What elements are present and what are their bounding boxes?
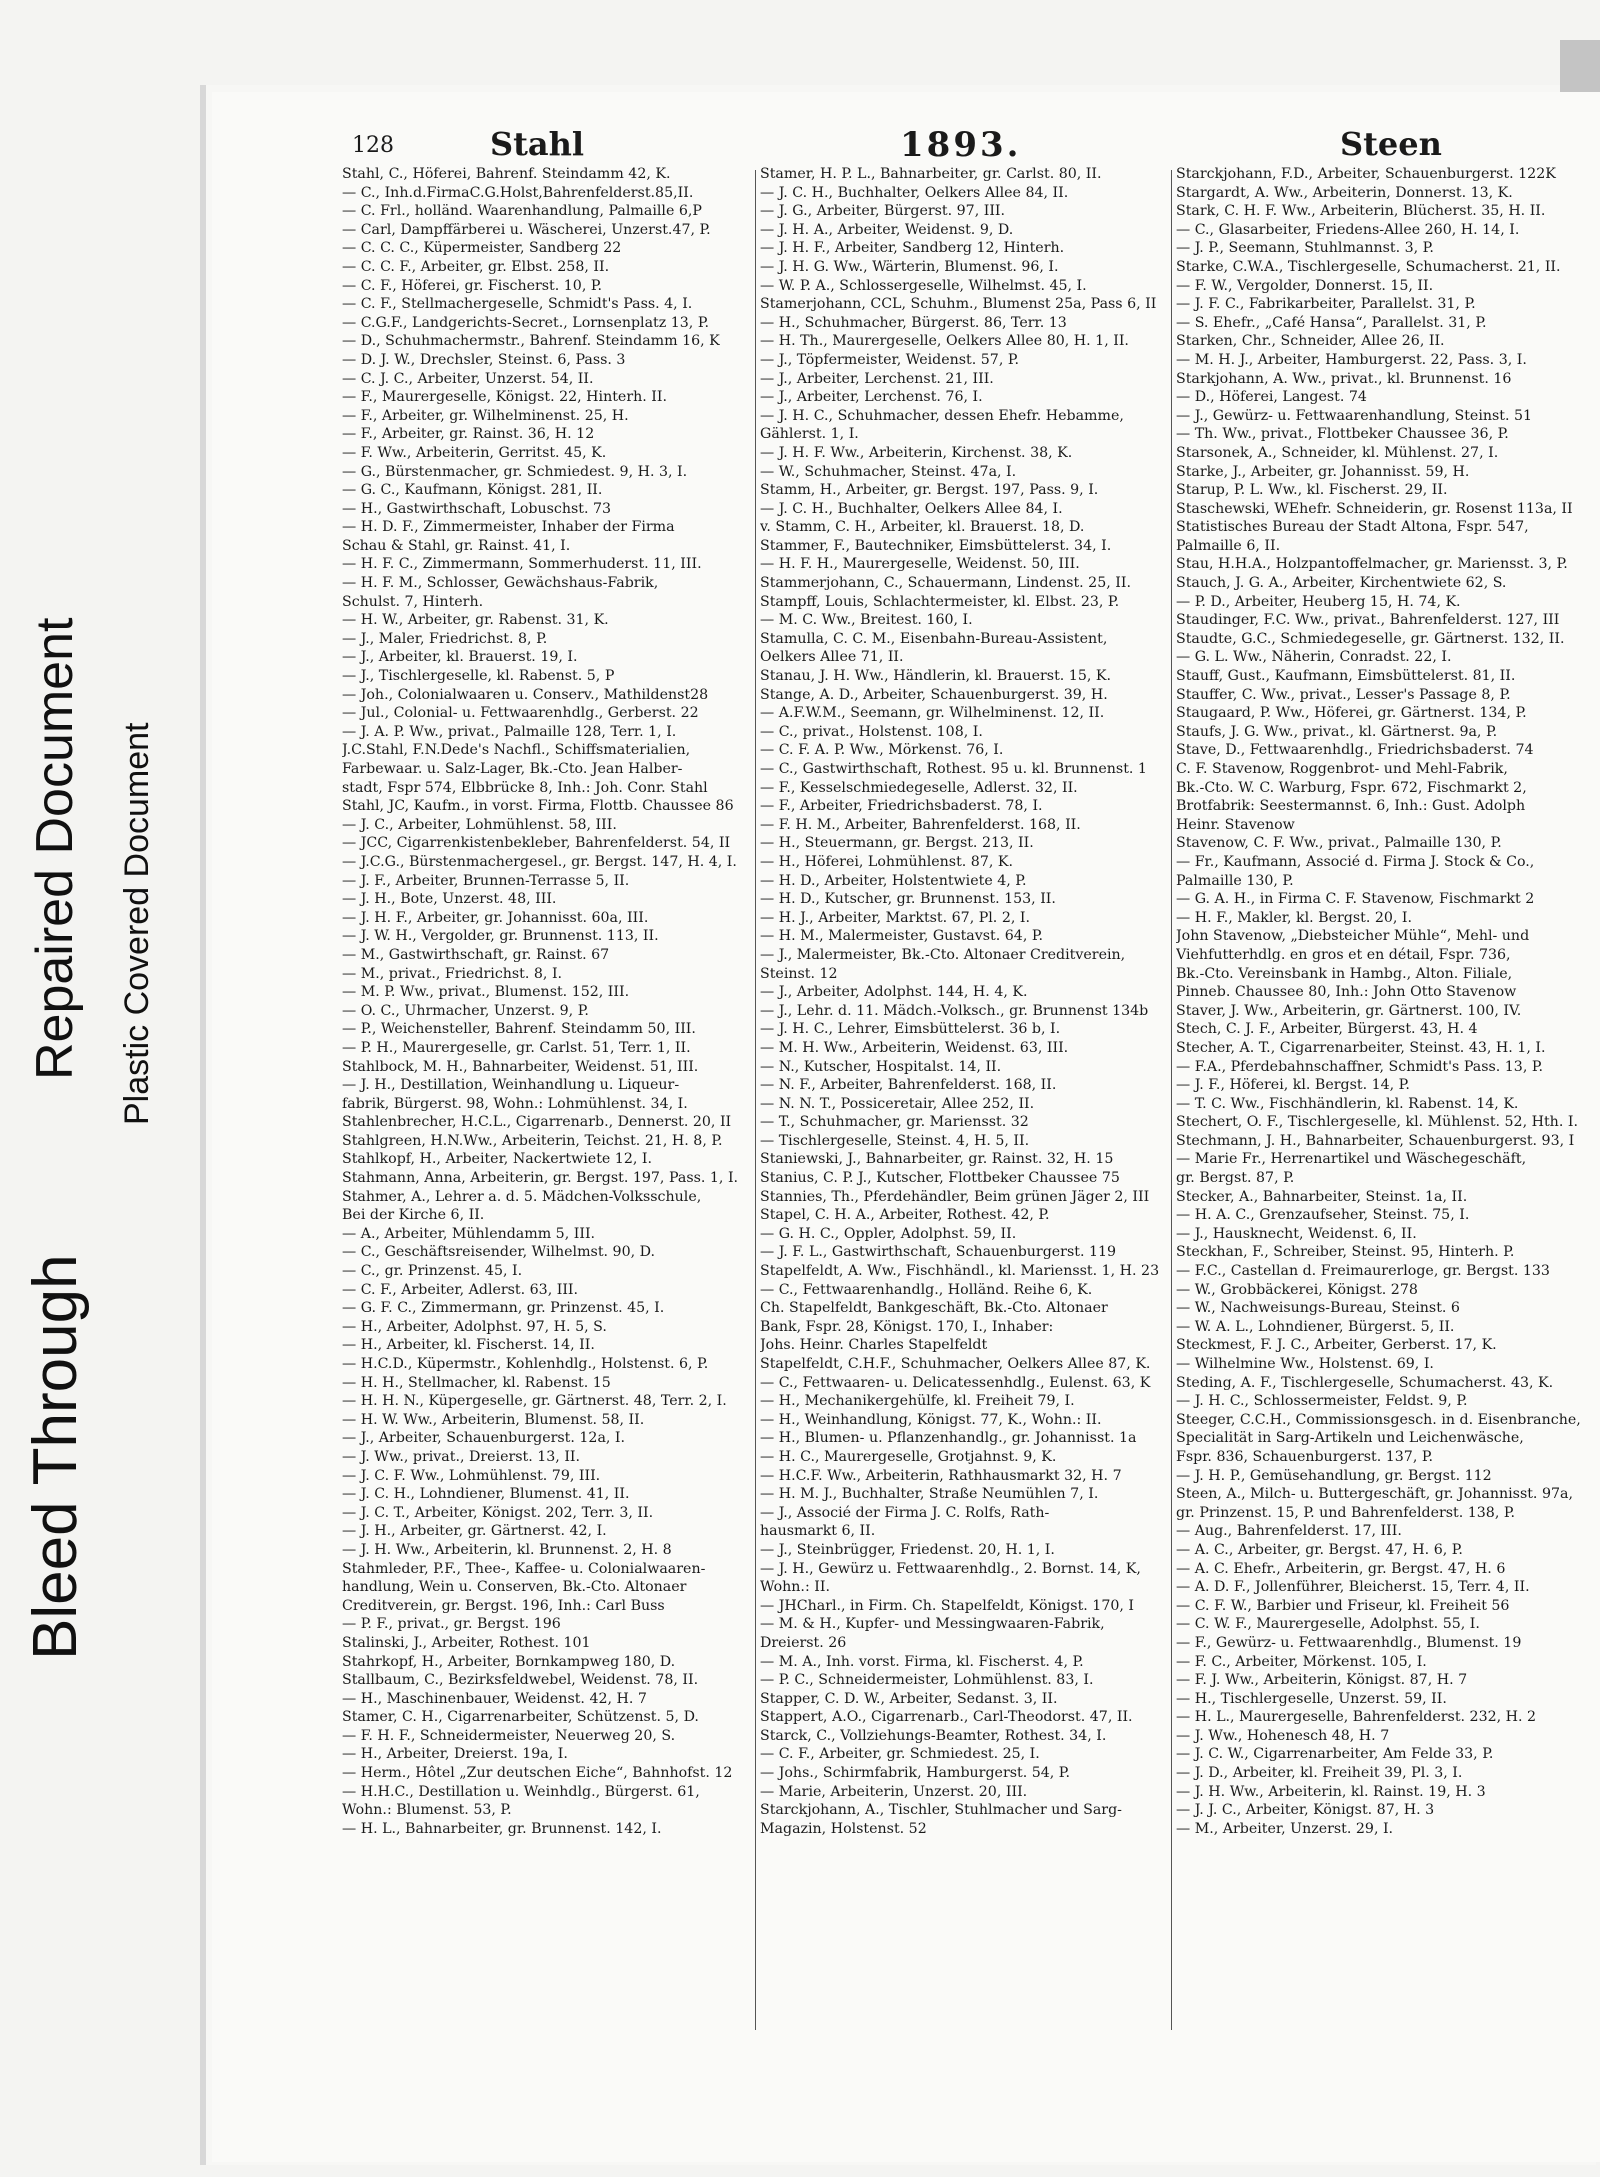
- directory-entry: — C. F. A. P. Ww., Mörkenst. 76, I.: [760, 742, 1004, 759]
- directory-entry: — J. Ww., Hohenesch 48, H. 7: [1176, 1727, 1390, 1744]
- directory-entry: Magazin, Holstenst. 52: [760, 1820, 927, 1837]
- directory-entry: — C., Fettwaarenhandlg., Holländ. Reihe 6, K.: [760, 1281, 1093, 1298]
- directory-entry: — F. W., Vergolder, Donnerst. 15, II.: [1176, 277, 1434, 294]
- directory-entry: Oelkers Allee 71, II.: [760, 649, 904, 666]
- directory-entry: — F., Arbeiter, gr. Wilhelminenst. 25, H.: [342, 407, 629, 424]
- directory-entry: — J. H. Ww., Arbeiterin, kl. Rainst. 19, H. 3: [1176, 1783, 1486, 1800]
- directory-entry: — F.C., Castellan d. Freimaurerloge, gr. Bergst. 133: [1176, 1263, 1550, 1280]
- directory-entry: — O. C., Uhrmacher, Unzerst. 9, P.: [342, 1002, 589, 1019]
- directory-entry: — H., Mechanikergehülfe, kl. Freiheit 79, I.: [760, 1393, 1075, 1410]
- directory-entry: — H. J., Arbeiter, Marktst. 67, Pl. 2, I.: [760, 909, 1030, 926]
- directory-entry: Viehfutterhdlg. en gros et en détail, Fspr. 736,: [1176, 946, 1511, 963]
- directory-entry: Stauffer, C. Ww., privat., Lesser's Passage 8, P.: [1176, 686, 1511, 703]
- directory-entry: — Tischlergeselle, Steinst. 4, H. 5, II.: [760, 1132, 1030, 1149]
- directory-entry: — H. D. F., Zimmermeister, Inhaber der Firma: [342, 519, 675, 536]
- directory-entry: Palmaille 130, P.: [1176, 872, 1294, 889]
- page-header: [340, 125, 1580, 165]
- directory-entry: — J., Arbeiter, Lerchenst. 76, I.: [760, 389, 983, 406]
- directory-entry: Wohn.: Blumenst. 53, P.: [342, 1802, 512, 1819]
- directory-entry: Stapel, C. H. A., Arbeiter, Rothest. 42, P.: [760, 1207, 1050, 1224]
- directory-entry: Stammer, F., Bautechniker, Eimsbüttelerst. 34, I.: [760, 537, 1112, 554]
- directory-entry: Bk.-Cto. W. C. Warburg, Fspr. 672, Fischmarkt 2,: [1176, 779, 1527, 796]
- directory-entry: — J. C. H., Lohndiener, Blumenst. 41, II.: [342, 1486, 630, 1503]
- directory-entry: — C., Glasarbeiter, Friedens-Allee 260, H. 14, I.: [1176, 221, 1520, 238]
- directory-entry: — J., Gewürz- u. Fettwaarenhandlung, Steinst. 51: [1176, 407, 1533, 424]
- directory-entry: — Th. Ww., privat., Flottbeker Chaussee 36, P.: [1176, 426, 1509, 443]
- directory-entry: — C., Fettwaaren- u. Delicatessenhdlg., Eulenst. 63, K: [760, 1374, 1151, 1391]
- directory-entry: — C. C. F., Arbeiter, gr. Elbst. 258, II.: [342, 258, 610, 275]
- directory-entry: — H., Arbeiter, Adolphst. 97, H. 5, S.: [342, 1318, 607, 1335]
- directory-entry: — J. H. C., Lehrer, Eimsbüttelerst. 36 b, I.: [760, 1021, 1061, 1038]
- directory-entry: Stech, C. J. F., Arbeiter, Bürgerst. 43, H. 4: [1176, 1021, 1478, 1038]
- directory-entry: — C., Geschäftsreisender, Wilhelmst. 90, D.: [342, 1244, 655, 1261]
- directory-entry: — D., Schuhmachermstr., Bahrenf. Steindamm 16, K: [342, 333, 720, 350]
- directory-entry: Stanau, J. H. Ww., Händlerin, kl. Brauerst. 15, K.: [760, 668, 1111, 685]
- directory-entry: — J. H. C., Schlossermeister, Feldst. 9, P.: [1176, 1393, 1468, 1410]
- directory-entry: C. F. Stavenow, Roggenbrot- und Mehl-Fabrik,: [1176, 761, 1508, 777]
- directory-entry: — W. P. A., Schlossergeselle, Wilhelmst. 45, I.: [760, 277, 1087, 294]
- directory-entry: — J. C. F. Ww., Lohmühlenst. 79, III.: [342, 1467, 601, 1484]
- directory-entry: Fspr. 836, Schauenburgerst. 137, P.: [1176, 1448, 1434, 1465]
- directory-entry: Stanius, C. P. J., Kutscher, Flottbeker Chaussee 75: [760, 1170, 1120, 1187]
- directory-entry: Dreierst. 26: [760, 1634, 847, 1651]
- directory-entry: — J. H. F. Ww., Arbeiterin, Kirchenst. 38, K.: [760, 444, 1073, 461]
- directory-entry: — H. Th., Maurergeselle, Oelkers Allee 80, H. 1, II.: [760, 333, 1129, 350]
- directory-entry: — Johs., Schirmfabrik, Hamburgerst. 54, P.: [760, 1765, 1070, 1782]
- directory-entry: — M. & H., Kupfer- und Messingwaaren-Fabrik,: [760, 1616, 1105, 1633]
- directory-entry: — H. F. C., Zimmermann, Sommerhuderst. 11, III.: [342, 556, 702, 573]
- directory-entry: — F. C., Arbeiter, Mörkenst. 105, I.: [1176, 1653, 1427, 1670]
- directory-entry: — J. F. C., Fabrikarbeiter, Parallelst. 31, P.: [1176, 296, 1476, 313]
- directory-entry: — W., Grobbäckerei, Königst. 278: [1176, 1281, 1418, 1298]
- directory-entry: Creditverein, gr. Bergst. 196, Inh.: Carl Buss: [342, 1597, 665, 1614]
- directory-entry: — J., Arbeiter, kl. Brauerst. 19, I.: [342, 649, 578, 666]
- directory-entry: — C. J. C., Arbeiter, Unzerst. 54, II.: [342, 370, 594, 387]
- directory-entry: — C. Frl., holländ. Waarenhandlung, Palmaille 6,P: [342, 203, 702, 220]
- bleed-through-label: Bleed Through: [21, 1254, 90, 1660]
- directory-entry: John Stavenow, „Diebsteicher Mühle“, Mehl- und: [1176, 928, 1530, 945]
- directory-entry: Steding, A. F., Tischlergeselle, Schumacherst. 43, K.: [1176, 1374, 1554, 1391]
- directory-entry: Staniewski, J., Bahnarbeiter, gr. Rainst. 32, H. 15: [760, 1151, 1114, 1168]
- directory-entry: — H. C., Maurergeselle, Grotjahnst. 9, K.: [760, 1448, 1057, 1465]
- directory-entry: — J., Malermeister, Bk.-Cto. Altonaer Creditverein,: [760, 946, 1126, 963]
- directory-entry: Stahlbock, M. H., Bahnarbeiter, Weidenst. 51, III.: [342, 1058, 699, 1075]
- directory-entry: Ch. Stapelfeldt, Bankgeschäft, Bk.-Cto. Altonaer: [760, 1300, 1108, 1317]
- directory-entry: — H. F., Makler, kl. Bergst. 20, I.: [1176, 909, 1413, 926]
- directory-entry: — J., Arbeiter, Adolphst. 144, H. 4, K.: [760, 984, 1028, 1001]
- directory-entry: — Joh., Colonialwaaren u. Conserv., Mathildenst28: [342, 686, 709, 703]
- directory-entry: Staudte, G.C., Schmiedegeselle, gr. Gärtnerst. 132, II.: [1176, 630, 1565, 647]
- directory-entry: Gählerst. 1, I.: [760, 426, 859, 443]
- directory-entry: — J., Tischlergeselle, kl. Rabenst. 5, P: [342, 668, 615, 685]
- directory-entry: Stave, D., Fettwaarenhdlg., Friedrichsbaderst. 74: [1176, 742, 1534, 759]
- directory-entry: Stahlgreen, H.N.Ww., Arbeiterin, Teichst. 21, H. 8, P.: [342, 1132, 723, 1149]
- directory-entry: — Herm., Hôtel „Zur deutschen Eiche“, Bahnhofst. 12: [342, 1765, 733, 1782]
- column-divider: [755, 170, 756, 2030]
- directory-entry: — P., Weichensteller, Bahrenf. Steindamm 50, III.: [342, 1021, 696, 1038]
- directory-entry: — Wilhelmine Ww., Holstenst. 69, I.: [1176, 1356, 1434, 1372]
- directory-entry: Stampff, Louis, Schlachtermeister, kl. Elbst. 23, P.: [760, 593, 1120, 610]
- directory-entry: v. Stamm, C. H., Arbeiter, kl. Brauerst. 18, D.: [760, 519, 1085, 536]
- plastic-covered-label: Plastic Covered Document: [118, 722, 156, 1125]
- directory-entry: Stark, C. H. F. Ww., Arbeiterin, Blücherst. 35, H. II.: [1176, 203, 1546, 220]
- directory-entry: Steen, A., Milch- u. Buttergeschäft, gr. Johannisst. 97a,: [1176, 1486, 1573, 1503]
- directory-entry: — G. H. C., Oppler, Adolphst. 59, II.: [760, 1225, 1017, 1242]
- directory-entry: Stavenow, C. F. Ww., privat., Palmaille 130, P.: [1176, 835, 1502, 852]
- directory-entry: — J. A. P. Ww., privat., Palmaille 128, Terr. 1, I.: [342, 723, 677, 740]
- directory-entry: — J. C., Arbeiter, Lohmühlenst. 58, III.: [342, 816, 617, 833]
- directory-entry: — S. Ehefr., „Café Hansa“, Parallelst. 31, P.: [1176, 314, 1487, 331]
- directory-entry: Stapelfeldt, C.H.F., Schuhmacher, Oelkers Allee 87, K.: [760, 1356, 1151, 1372]
- directory-entry: — H., Maschinenbauer, Weidenst. 42, H. 7: [342, 1690, 647, 1707]
- directory-entry: — H. H. N., Küpergeselle, gr. Gärtnerst. 48, Terr. 2, I.: [342, 1393, 727, 1410]
- directory-entry: — J., Töpfermeister, Weidenst. 57, P.: [760, 351, 1020, 368]
- directory-entry: Stalinski, J., Arbeiter, Rothest. 101: [342, 1634, 591, 1651]
- directory-entry: — F., Arbeiter, Friedrichsbaderst. 78, I.: [760, 798, 1043, 815]
- directory-entry: — F., Gewürz- u. Fettwaarenhdlg., Blumenst. 19: [1176, 1634, 1522, 1651]
- directory-entry: — F., Kesselschmiedegeselle, Adlerst. 32, II.: [760, 779, 1078, 796]
- directory-entry: Stecher, A. T., Cigarrenarbeiter, Steinst. 43, H. 1, I.: [1176, 1039, 1546, 1056]
- directory-entry: — H. M., Malermeister, Gustavst. 64, P.: [760, 928, 1044, 945]
- directory-entry: stadt, Fspr 574, Elbbrücke 8, Inh.: Joh. Conr. Stahl: [342, 779, 708, 796]
- directory-entry: Stechert, O. F., Tischlergeselle, kl. Mühlenst. 52, Hth. I.: [1176, 1114, 1578, 1131]
- directory-entry: — J. C. W., Cigarrenarbeiter, Am Felde 33, P.: [1176, 1746, 1494, 1763]
- directory-entry: Stammerjohann, C., Schauermann, Lindenst. 25, II.: [760, 575, 1131, 592]
- directory-entry: Stahl, C., Höferei, Bahrenf. Steindamm 42, K.: [342, 166, 671, 182]
- directory-entry: Bk.-Cto. Vereinsbank in Hambg., Alton. Filiale,: [1176, 965, 1513, 982]
- directory-column-2: [760, 165, 1170, 1838]
- directory-entry: — D. J. W., Drechsler, Steinst. 6, Pass. 3: [342, 351, 626, 368]
- directory-entry: — J. H., Bote, Unzerst. 48, III.: [342, 891, 557, 908]
- directory-entry: — W., Nachweisungs-Bureau, Steinst. 6: [1176, 1300, 1460, 1317]
- directory-entry: — P. F., privat., gr. Bergst. 196: [342, 1616, 561, 1633]
- directory-entry: — N. F., Arbeiter, Bahrenfelderst. 168, II.: [760, 1077, 1057, 1094]
- directory-entry: Stannies, Th., Pferdehändler, Beim grünen Jäger 2, III: [760, 1188, 1150, 1205]
- directory-entry: Starckjohann, F.D., Arbeiter, Schauenburgerst. 122K: [1176, 166, 1556, 182]
- directory-entry: — H. L., Maurergeselle, Bahrenfelderst. 232, H. 2: [1176, 1709, 1537, 1726]
- directory-entry: Starup, P. L. Ww., kl. Fischerst. 29, II.: [1176, 482, 1448, 499]
- directory-entry: — H. F. M., Schlosser, Gewächshaus-Fabrik,: [342, 575, 659, 592]
- directory-entry: — M. A., Inh. vorst. Firma, kl. Fischerst. 4, P.: [760, 1653, 1084, 1670]
- directory-entry: — M. C. Ww., Breitest. 160, I.: [760, 612, 973, 629]
- directory-entry: Stauff, Gust., Kaufmann, Eimsbüttelerst. 81, II.: [1176, 668, 1516, 685]
- directory-entry: Stauch, J. G. A., Arbeiter, Kirchentwiete 62, S.: [1176, 575, 1507, 592]
- directory-entry: — J. D., Arbeiter, kl. Freiheit 39, Pl. 3, I.: [1176, 1765, 1463, 1782]
- directory-entry: — H.H.C., Destillation u. Weinhdlg., Bürgerst. 61,: [342, 1783, 700, 1800]
- directory-entry: — J., Lehr. d. 11. Mädch.-Volksch., gr. Brunnenst 134b: [760, 1002, 1149, 1019]
- directory-entry: Stahlkopf, H., Arbeiter, Nackertwiete 12, I.: [342, 1151, 652, 1168]
- directory-entry: — Marie, Arbeiterin, Unzerst. 20, III.: [760, 1783, 1028, 1800]
- directory-entry: Stallbaum, C., Bezirksfeldwebel, Weidenst. 78, II.: [342, 1672, 699, 1689]
- directory-entry: Stapelfeldt, A. Ww., Fischhändl., kl. Mariensst. 1, H. 23: [760, 1263, 1160, 1280]
- directory-entry: Stamer, H. P. L., Bahnarbeiter, gr. Carlst. 80, II.: [760, 166, 1102, 182]
- directory-entry: Starsonek, A., Schneider, kl. Mühlenst. 27, I.: [1176, 444, 1499, 461]
- directory-entry: Heinr. Stavenow: [1176, 816, 1295, 833]
- directory-entry: Specialität in Sarg-Artikeln und Leichenwäsche,: [1176, 1430, 1524, 1447]
- directory-entry: Stahmleder, P.F., Thee-, Kaffee- u. Colonialwaaren-: [342, 1560, 706, 1577]
- directory-entry: — H. H., Stellmacher, kl. Rabenst. 15: [342, 1374, 611, 1391]
- header-left-keyword: Stahl: [490, 125, 585, 163]
- directory-entry: — J. F. L., Gastwirthschaft, Schauenburgerst. 119: [760, 1244, 1117, 1261]
- directory-entry: Stechmann, J. H., Bahnarbeiter, Schauenburgerst. 93, I: [1176, 1132, 1575, 1149]
- directory-entry: Stahrkopf, H., Arbeiter, Bornkampweg 180, D.: [342, 1653, 676, 1670]
- directory-entry: Stamer, C. H., Cigarrenarbeiter, Schützenst. 5, D.: [342, 1709, 699, 1726]
- directory-entry: — D., Höferei, Langest. 74: [1176, 389, 1367, 406]
- directory-entry: — C. C. C., Küpermeister, Sandberg 22: [342, 240, 622, 257]
- directory-entry: Steckmest, F. J. C., Arbeiter, Gerberst. 17, K.: [1176, 1337, 1497, 1354]
- directory-entry: Steckhan, F., Schreiber, Steinst. 95, Hinterh. P.: [1176, 1244, 1515, 1261]
- directory-entry: Statistisches Bureau der Stadt Altona, Fspr. 547,: [1176, 519, 1529, 536]
- directory-entry: Stamm, H., Arbeiter, gr. Bergst. 197, Pass. 9, I.: [760, 482, 1099, 499]
- directory-entry: Starkjohann, A. Ww., privat., kl. Brunnenst. 16: [1176, 370, 1512, 387]
- directory-entry: — C. F., Stellmachergeselle, Schmidt's Pass. 4, I.: [342, 296, 693, 313]
- directory-entry: — H., Arbeiter, kl. Fischerst. 14, II.: [342, 1337, 595, 1354]
- directory-entry: — F., Arbeiter, gr. Rainst. 36, H. 12: [342, 426, 595, 443]
- directory-entry: — J. W. H., Vergolder, gr. Brunnenst. 113, II.: [342, 928, 659, 945]
- directory-entry: — J. H. Ww., Arbeiterin, kl. Brunnenst. 2, H. 8: [342, 1541, 672, 1558]
- directory-entry: — C. W. F., Maurergeselle, Adolphst. 55, I.: [1176, 1616, 1480, 1633]
- directory-entry: — C.G.F., Landgerichts-Secret., Lornsenplatz 13, P.: [342, 314, 709, 331]
- directory-entry: — F. Ww., Arbeiterin, Gerritst. 45, K.: [342, 444, 607, 461]
- directory-entry: Stahmer, A., Lehrer a. d. 5. Mädchen-Volksschule,: [342, 1188, 702, 1205]
- directory-entry: — H., Höferei, Lohmühlenst. 87, K.: [760, 853, 1013, 870]
- directory-entry: — J., Arbeiter, Schauenburgerst. 12a, I.: [342, 1430, 626, 1447]
- directory-entry: — H. L., Bahnarbeiter, gr. Brunnenst. 142, I.: [342, 1820, 662, 1837]
- directory-entry: — Fr., Kaufmann, Associé d. Firma J. Stock & Co.,: [1176, 853, 1535, 870]
- directory-entry: — P. H., Maurergeselle, gr. Carlst. 51, Terr. 1, II.: [342, 1039, 691, 1056]
- directory-entry: — P. C., Schneidermeister, Lohmühlenst. 83, I.: [760, 1672, 1094, 1689]
- directory-entry: — H. W., Arbeiter, gr. Rabenst. 31, K.: [342, 612, 609, 629]
- directory-entry: Wohn.: II.: [760, 1579, 830, 1596]
- directory-entry: Schau & Stahl, gr. Rainst. 41, I.: [342, 537, 571, 554]
- directory-entry: — H., Schuhmacher, Bürgerst. 86, Terr. 13: [760, 314, 1067, 331]
- directory-entry: Schulst. 7, Hinterh.: [342, 593, 484, 610]
- directory-entry: — J., Associé der Firma J. C. Rolfs, Rath-: [760, 1504, 1050, 1521]
- directory-entry: — H. F. H., Maurergeselle, Weidenst. 50, III.: [760, 556, 1080, 573]
- directory-entry: — J., Arbeiter, Lerchenst. 21, III.: [760, 370, 994, 387]
- directory-entry: — M. H. J., Arbeiter, Hamburgerst. 22, Pass. 3, I.: [1176, 351, 1527, 368]
- directory-entry: — J. Ww., privat., Dreierst. 13, II.: [342, 1448, 581, 1465]
- directory-entry: — H. D., Kutscher, gr. Brunnenst. 153, II.: [760, 891, 1056, 908]
- directory-entry: — M., Arbeiter, Unzerst. 29, I.: [1176, 1820, 1394, 1837]
- directory-entry: — H., Blumen- u. Pflanzenhandlg., gr. Johannisst. 1a: [760, 1430, 1137, 1447]
- directory-entry: fabrik, Bürgerst. 98, Wohn.: Lohmühlenst. 34, I.: [342, 1095, 688, 1112]
- directory-entry: — M., privat., Friedrichst. 8, I.: [342, 965, 563, 982]
- directory-entry: hausmarkt 6, II.: [760, 1523, 876, 1540]
- directory-entry: — C. F., Arbeiter, Adlerst. 63, III.: [342, 1281, 579, 1298]
- directory-entry: — J. F., Arbeiter, Brunnen-Terrasse 5, II.: [342, 872, 630, 889]
- directory-entry: Palmaille 6, II.: [1176, 537, 1281, 554]
- directory-entry: Bei der Kirche 6, II.: [342, 1207, 485, 1224]
- directory-entry: — H. D., Arbeiter, Holstentwiete 4, P.: [760, 872, 1027, 889]
- directory-entry: — J. H., Arbeiter, gr. Gärtnerst. 42, I.: [342, 1523, 607, 1540]
- directory-entry: — A. D. F., Jollenführer, Bleicherst. 15, Terr. 4, II.: [1176, 1579, 1530, 1596]
- directory-entry: Staugaard, P. Ww., Höferei, gr. Gärtnerst. 134, P.: [1176, 705, 1527, 722]
- directory-entry: — F. J. Ww., Arbeiterin, Königst. 87, H. 7: [1176, 1672, 1468, 1689]
- directory-entry: Stamerjohann, CCL, Schuhm., Blumenst 25a, Pass 6, II: [760, 296, 1157, 313]
- directory-entry: — N. N. T., Possiceretair, Allee 252, II.: [760, 1095, 1035, 1112]
- directory-entry: — G. F. C., Zimmermann, gr. Prinzenst. 45, I.: [342, 1300, 665, 1317]
- directory-entry: Starck, C., Vollziehungs-Beamter, Rothest. 34, I.: [760, 1727, 1107, 1744]
- directory-entry: — G., Bürstenmacher, gr. Schmiedest. 9, H. 3, I.: [342, 463, 688, 480]
- directory-entry: Stahlenbrecher, H.C.L., Cigarrenarb., Dennerst. 20, II: [342, 1114, 732, 1131]
- directory-entry: — H., Arbeiter, Dreierst. 19a, I.: [342, 1746, 568, 1763]
- directory-entry: — J. C. T., Arbeiter, Königst. 202, Terr. 3, II.: [342, 1504, 654, 1521]
- directory-entry: Staver, J. Ww., Arbeiterin, gr. Gärtnerst. 100, IV.: [1176, 1002, 1522, 1019]
- directory-entry: Starckjohann, A., Tischler, Stuhlmacher und Sarg-: [760, 1802, 1122, 1819]
- directory-entry: — C. F., Höferei, gr. Fischerst. 10, P.: [342, 277, 603, 294]
- header-right-keyword: Steen: [1340, 125, 1442, 163]
- directory-entry: — Carl, Dampffärberei u. Wäscherei, Unzerst.47, P.: [342, 221, 711, 238]
- directory-entry: — A., Arbeiter, Mühlendamm 5, III.: [342, 1225, 596, 1242]
- directory-entry: — J. G., Arbeiter, Bürgerst. 97, III.: [760, 203, 1006, 220]
- directory-entry: Stahmann, Anna, Arbeiterin, gr. Bergst. 197, Pass. 1, I.: [342, 1170, 739, 1187]
- directory-entry: — N., Kutscher, Hospitalst. 14, II.: [760, 1058, 1002, 1075]
- directory-entry: Johs. Heinr. Charles Stapelfeldt: [760, 1337, 988, 1354]
- directory-entry: — M. H. Ww., Arbeiterin, Weidenst. 63, III.: [760, 1039, 1069, 1056]
- directory-column-1: [342, 165, 752, 1838]
- directory-entry: gr. Bergst. 87, P.: [1176, 1170, 1295, 1187]
- directory-entry: — J. C. H., Buchhalter, Oelkers Allee 84, II.: [760, 184, 1069, 201]
- directory-entry: — F. H. M., Arbeiter, Bahrenfelderst. 168, II.: [760, 816, 1081, 833]
- directory-entry: — H.C.F. Ww., Arbeiterin, Rathhausmarkt 32, H. 7: [760, 1467, 1122, 1484]
- directory-entry: — J. C. H., Buchhalter, Oelkers Allee 84, I.: [760, 500, 1063, 517]
- directory-entry: — G. L. Ww., Näherin, Conradst. 22, I.: [1176, 649, 1452, 666]
- page-edge-corner: [1560, 40, 1600, 100]
- directory-entry: — J. P., Seemann, Stuhlmannst. 3, P.: [1176, 240, 1434, 257]
- directory-entry: — H., Steuermann, gr. Bergst. 213, II.: [760, 835, 1034, 852]
- directory-entry: — J.C.G., Bürstenmachergesel., gr. Bergst. 147, H. 4, I.: [342, 853, 737, 870]
- directory-entry: — C., Gastwirthschaft, Rothest. 95 u. kl. Brunnenst. 1: [760, 761, 1147, 777]
- directory-entry: Stahl, JC, Kaufm., in vorst. Firma, Flottb. Chaussee 86: [342, 798, 734, 815]
- directory-entry: — J. J. C., Arbeiter, Königst. 87, H. 3: [1176, 1802, 1435, 1819]
- directory-entry: — P. D., Arbeiter, Heuberg 15, H. 74, K.: [1176, 593, 1461, 610]
- page-number: 128: [352, 133, 394, 158]
- directory-entry: Bank, Fspr. 28, Königst. 170, I., Inhaber:: [760, 1318, 1054, 1335]
- directory-entry: J.C.Stahl, F.N.Dede's Nachfl., Schiffsmaterialien,: [342, 742, 691, 759]
- directory-entry: — H., Gastwirthschaft, Lobuschst. 73: [342, 500, 612, 517]
- directory-entry: — Aug., Bahrenfelderst. 17, III.: [1176, 1523, 1402, 1540]
- directory-entry: — W., Schuhmacher, Steinst. 47a, I.: [760, 463, 1017, 480]
- directory-entry: Brotfabrik: Seestermannst. 6, Inh.: Gust. Adolph: [1176, 798, 1526, 815]
- directory-entry: — J. H., Gewürz u. Fettwaarenhdlg., 2. Bornst. 14, K,: [760, 1560, 1141, 1577]
- column-divider: [1171, 170, 1172, 2030]
- directory-entry: — M., Gastwirthschaft, gr. Rainst. 67: [342, 946, 610, 963]
- directory-entry: — H.C.D., Küpermstr., Kohlenhdlg., Holstenst. 6, P.: [342, 1356, 709, 1372]
- directory-entry: — T., Schuhmacher, gr. Mariensst. 32: [760, 1114, 1029, 1131]
- directory-entry: handlung, Wein u. Conserven, Bk.-Cto. Altonaer: [342, 1579, 687, 1596]
- directory-entry: — J. H. A., Arbeiter, Weidenst. 9, D.: [760, 221, 1014, 238]
- directory-entry: Stamulla, C. C. M., Eisenbahn-Bureau-Assistent,: [760, 630, 1108, 647]
- directory-entry: Stapper, C. D. W., Arbeiter, Sedanst. 3, II.: [760, 1690, 1058, 1707]
- header-year: 1893.: [900, 125, 1022, 165]
- directory-entry: — C., Inh.d.FirmaC.G.Holst,Bahrenfelderst.85,II.: [342, 184, 694, 201]
- directory-entry: — C. F., Arbeiter, gr. Schmiedest. 25, I.: [760, 1746, 1040, 1763]
- directory-entry: — T. C. Ww., Fischhändlerin, kl. Rabenst. 14, K.: [1176, 1095, 1519, 1112]
- directory-entry: — J. H. F., Arbeiter, Sandberg 12, Hinterh.: [760, 240, 1065, 257]
- directory-entry: Farbewaar. u. Salz-Lager, Bk.-Cto. Jean Halber-: [342, 761, 683, 777]
- directory-entry: — A.F.W.M., Seemann, gr. Wilhelminenst. 12, II.: [760, 705, 1105, 722]
- directory-entry: — J., Hausknecht, Weidenst. 6, II.: [1176, 1225, 1417, 1242]
- directory-entry: — J. H. F., Arbeiter, gr. Johannisst. 60a, III.: [342, 909, 649, 926]
- directory-entry: — M. P. Ww., privat., Blumenst. 152, III.: [342, 984, 630, 1001]
- directory-entry: — H., Weinhandlung, Königst. 77, K., Wohn.: II.: [760, 1411, 1102, 1428]
- directory-entry: — J. F., Höferei, kl. Bergst. 14, P.: [1176, 1077, 1410, 1094]
- directory-entry: — J. H. C., Schuhmacher, dessen Ehefr. Hebamme,: [760, 407, 1124, 424]
- directory-entry: — C., gr. Prinzenst. 45, I.: [342, 1263, 523, 1280]
- directory-entry: — J. H. G. Ww., Wärterin, Blumenst. 96, I.: [760, 258, 1059, 275]
- directory-column-3: [1176, 165, 1596, 1838]
- directory-entry: — C., privat., Holstenst. 108, I.: [760, 723, 983, 740]
- directory-entry: Starke, J., Arbeiter, gr. Johannisst. 59, H.: [1176, 463, 1470, 480]
- directory-entry: — C. F. W., Barbier und Friseur, kl. Freiheit 56: [1176, 1597, 1510, 1614]
- directory-entry: — G. A. H., in Firma C. F. Stavenow, Fischmarkt 2: [1176, 891, 1535, 908]
- directory-entry: Starke, C.W.A., Tischlergeselle, Schumacherst. 21, II.: [1176, 258, 1561, 275]
- directory-entry: — JHCharl., in Firm. Ch. Stapelfeldt, Königst. 170, I: [760, 1597, 1134, 1614]
- directory-entry: — Jul., Colonial- u. Fettwaarenhdlg., Gerberst. 22: [342, 705, 699, 722]
- directory-entry: Staschewski, WEhefr. Schneiderin, gr. Rosenst 113a, II: [1176, 500, 1573, 517]
- directory-entry: — J. H., Destillation, Weinhandlung u. Liqueur-: [342, 1077, 680, 1094]
- directory-entry: — F., Maurergeselle, Königst. 22, Hinterh. II.: [342, 389, 667, 406]
- directory-entry: Steeger, C.C.H., Commissionsgesch. in d. Eisenbranche,: [1176, 1411, 1581, 1428]
- directory-entry: — Marie Fr., Herrenartikel und Wäschegeschäft,: [1176, 1151, 1527, 1168]
- directory-entry: Stecker, A., Bahnarbeiter, Steinst. 1a, II.: [1176, 1188, 1468, 1205]
- repaired-document-label: Repaired Document: [26, 617, 84, 1080]
- directory-entry: — G. C., Kaufmann, Königst. 281, II.: [342, 482, 603, 499]
- directory-entry: — W. A. L., Lohndiener, Bürgerst. 5, II.: [1176, 1318, 1455, 1335]
- directory-entry: — H. W. Ww., Arbeiterin, Blumenst. 58, II.: [342, 1411, 645, 1428]
- directory-entry: Stargardt, A. Ww., Arbeiterin, Donnerst. 13, K.: [1176, 184, 1513, 201]
- directory-entry: Steinst. 12: [760, 965, 838, 982]
- directory-entry: — H. M. J., Buchhalter, Straße Neumühlen 7, I.: [760, 1486, 1099, 1503]
- directory-entry: Staudinger, F.C. Ww., privat., Bahrenfelderst. 127, III: [1176, 612, 1560, 629]
- directory-entry: Starken, Chr., Schneider, Allee 26, II.: [1176, 333, 1445, 350]
- directory-entry: — JCC, Cigarrenkistenbekleber, Bahrenfelderst. 54, II: [342, 835, 731, 852]
- directory-entry: Staufs, J. G. Ww., privat., kl. Gärtnerst. 9a, P.: [1176, 723, 1498, 740]
- directory-entry: — F. H. F., Schneidermeister, Neuerweg 20, S.: [342, 1727, 676, 1744]
- directory-entry: — H. A. C., Grenzaufseher, Steinst. 75, I.: [1176, 1207, 1470, 1224]
- directory-entry: Stau, H.H.A., Holzpantoffelmacher, gr. Mariensst. 3, P.: [1176, 556, 1568, 573]
- directory-entry: Pinneb. Chaussee 80, Inh.: John Otto Stavenow: [1176, 984, 1517, 1001]
- directory-entry: Stappert, A.O., Cigarrenarb., Carl-Theodorst. 47, II.: [760, 1709, 1133, 1726]
- directory-entry: Stange, A. D., Arbeiter, Schauenburgerst. 39, H.: [760, 686, 1108, 703]
- directory-entry: gr. Prinzenst. 15, P. und Bahrenfelderst. 138, P.: [1176, 1504, 1516, 1521]
- directory-entry: — H., Tischlergeselle, Unzerst. 59, II.: [1176, 1690, 1447, 1707]
- directory-entry: — F.A., Pferdebahnschaffner, Schmidt's Pass. 13, P.: [1176, 1058, 1544, 1075]
- directory-entry: — J., Steinbrügger, Friedenst. 20, H. 1, I.: [760, 1541, 1055, 1558]
- directory-entry: — A. C. Ehefr., Arbeiterin, gr. Bergst. 47, H. 6: [1176, 1560, 1506, 1577]
- directory-entry: — J. H. P., Gemüsehandlung, gr. Bergst. 112: [1176, 1467, 1492, 1484]
- directory-entry: — J., Maler, Friedrichst. 8, P.: [342, 630, 548, 647]
- directory-entry: — A. C., Arbeiter, gr. Bergst. 47, H. 6, P.: [1176, 1541, 1463, 1558]
